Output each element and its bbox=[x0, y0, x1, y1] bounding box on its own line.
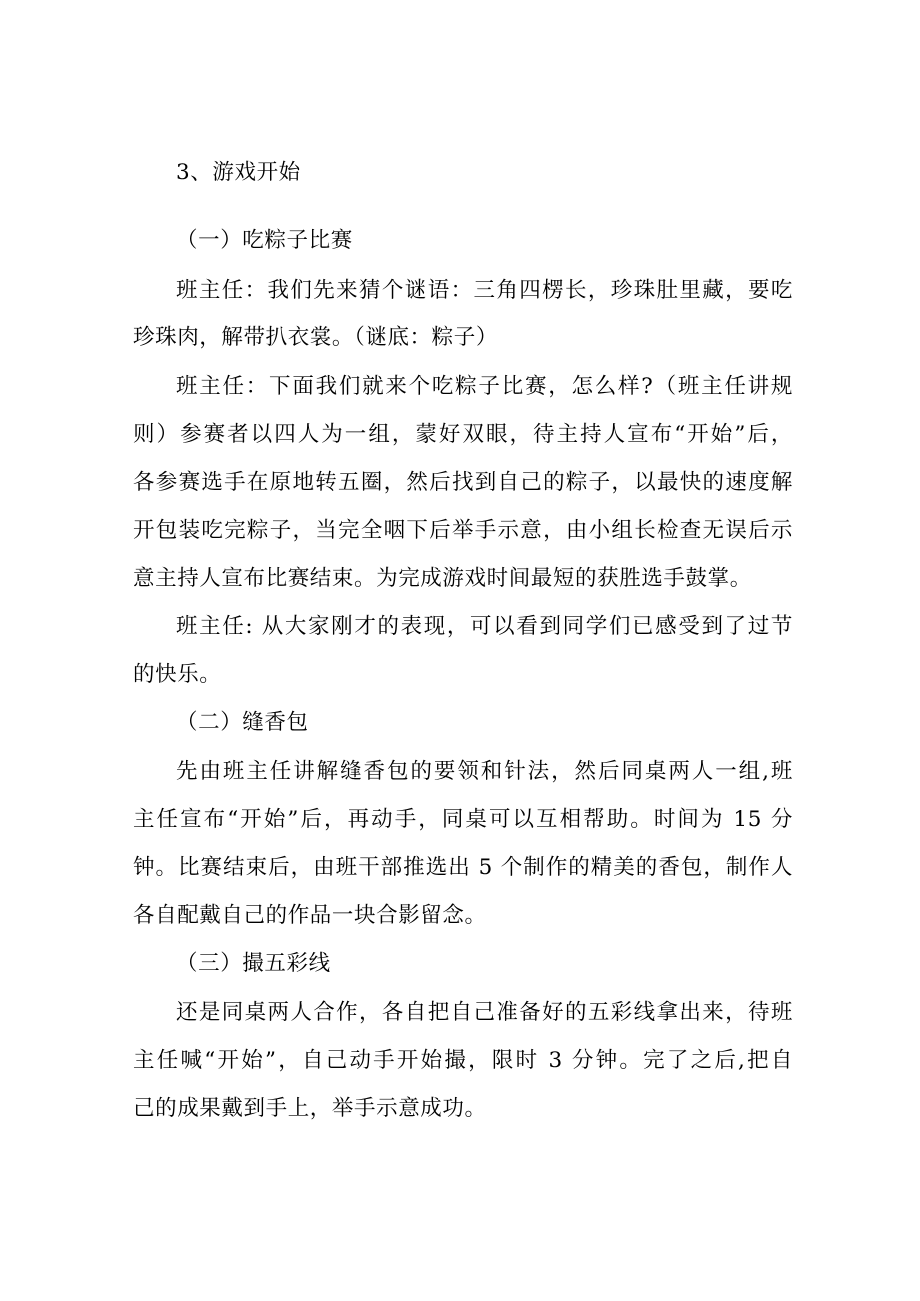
part-3-line-2: 主任喊“开始”，自己动手开始撮，限时 3 分钟。完了之后,把自 bbox=[133, 1048, 793, 1073]
part-3-heading: （三）撮五彩线 bbox=[176, 951, 331, 976]
part-1-line-9: 的快乐。 bbox=[133, 662, 222, 687]
part-1-line-5: 各参赛选手在原地转五圈，然后找到自己的粽子，以最快的速度解 bbox=[133, 470, 793, 495]
part-3-line-3: 己的成果戴到手上，举手示意成功。 bbox=[133, 1096, 487, 1121]
part-1-line-8: 班主任: 从大家刚才的表现，可以看到同学们已感受到了过节 bbox=[176, 614, 793, 639]
part-1-line-6: 开包装吃完粽子，当完全咽下后举手示意，由小组长检查无误后示 bbox=[133, 518, 793, 543]
part-1-heading: （一）吃粽子比赛 bbox=[176, 228, 353, 253]
part-3-line-1: 还是同桌两人合作，各自把自己准备好的五彩线拿出来，待班 bbox=[176, 1000, 793, 1025]
part-1-line-4: 则）参赛者以四人为一组，蒙好双眼，待主持人宣布“开始”后， bbox=[133, 422, 793, 447]
part-2-heading: （二）缝香包 bbox=[176, 710, 309, 735]
part-1-line-7: 意主持人宣布比赛结束。为完成游戏时间最短的获胜选手鼓掌。 bbox=[133, 566, 752, 591]
part-1-line-1: 班主任：我们先来猜个谜语：三角四楞长，珍珠肚里藏，要吃 bbox=[176, 278, 793, 303]
part-2-line-3: 钟。比赛结束后，由班干部推选出 5 个制作的精美的香包，制作人 bbox=[133, 855, 793, 880]
part-1-line-3: 班主任：下面我们就来个吃粽子比赛，怎么样?（班主任讲规 bbox=[176, 374, 793, 399]
section-heading: 3、游戏开始 bbox=[176, 160, 301, 185]
part-1-line-2: 珍珠肉，解带扒衣裳。（谜底：粽子） bbox=[133, 325, 498, 350]
part-2-line-1: 先由班主任讲解缝香包的要领和针法，然后同桌两人一组,班 bbox=[176, 759, 793, 784]
part-2-line-2: 主任宣布“开始”后，再动手，同桌可以互相帮助。时间为 15 分 bbox=[133, 807, 793, 832]
part-2-line-4: 各自配戴自己的作品一块合影留念。 bbox=[133, 903, 487, 928]
